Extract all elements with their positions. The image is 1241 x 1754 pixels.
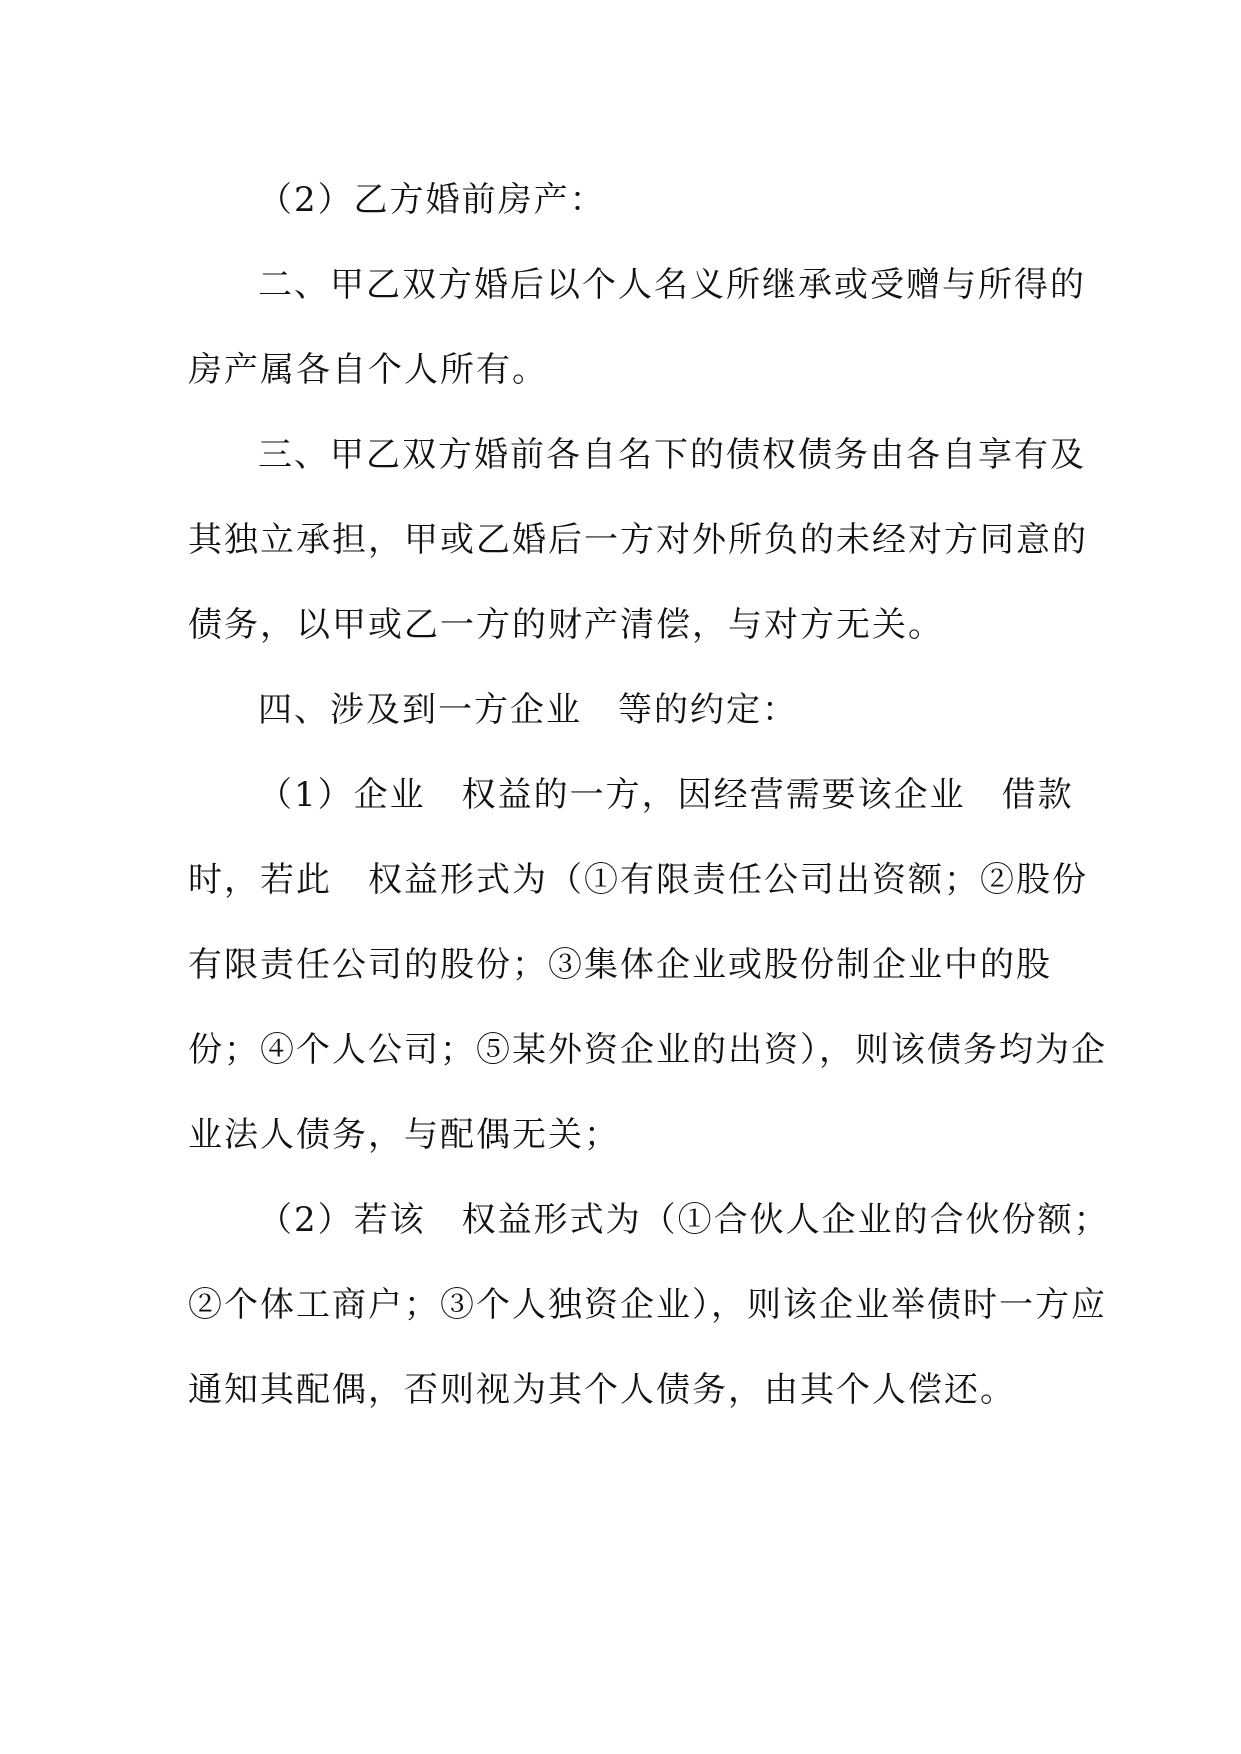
paragraph-line: 三、甲乙双方婚前各自名下的债权债务由各自享有及 — [258, 435, 1086, 475]
paragraph-line: 有限责任公司的股份；③集体企业或股份制企业中的股 — [188, 945, 1052, 985]
paragraph-line: 其独立承担，甲或乙婚后一方对外所负的未经对方同意的 — [188, 520, 1088, 560]
paragraph-line: 房产属各自个人所有。 — [188, 350, 548, 390]
paragraph-line: （1）企业 权益的一方，因经营需要该企业 借款 — [258, 775, 1074, 815]
paragraph-line: 份；④个人公司；⑤某外资企业的出资），则该债务均为企 — [188, 1030, 1107, 1070]
paragraph-line: 债务，以甲或乙一方的财产清偿，与对方无关。 — [188, 605, 944, 645]
paragraph-line: 二、甲乙双方婚后以个人名义所继承或受赠与所得的 — [258, 265, 1086, 305]
paragraph-line: 业法人债务，与配偶无关； — [188, 1115, 620, 1155]
paragraph-line: ②个体工商户；③个人独资企业），则该企业举债时一方应 — [188, 1285, 1107, 1325]
paragraph-line: 时，若此 权益形式为（①有限责任公司出资额；②股份 — [188, 860, 1088, 900]
paragraph-line: （2）若该 权益形式为（①合伙人企业的合伙份额； — [258, 1200, 1110, 1240]
paragraph-line: 通知其配偶，否则视为其个人债务，由其个人偿还。 — [188, 1370, 1016, 1410]
paragraph-line: （2）乙方婚前房产： — [258, 180, 606, 220]
paragraph-line: 四、涉及到一方企业 等的约定： — [258, 690, 798, 730]
